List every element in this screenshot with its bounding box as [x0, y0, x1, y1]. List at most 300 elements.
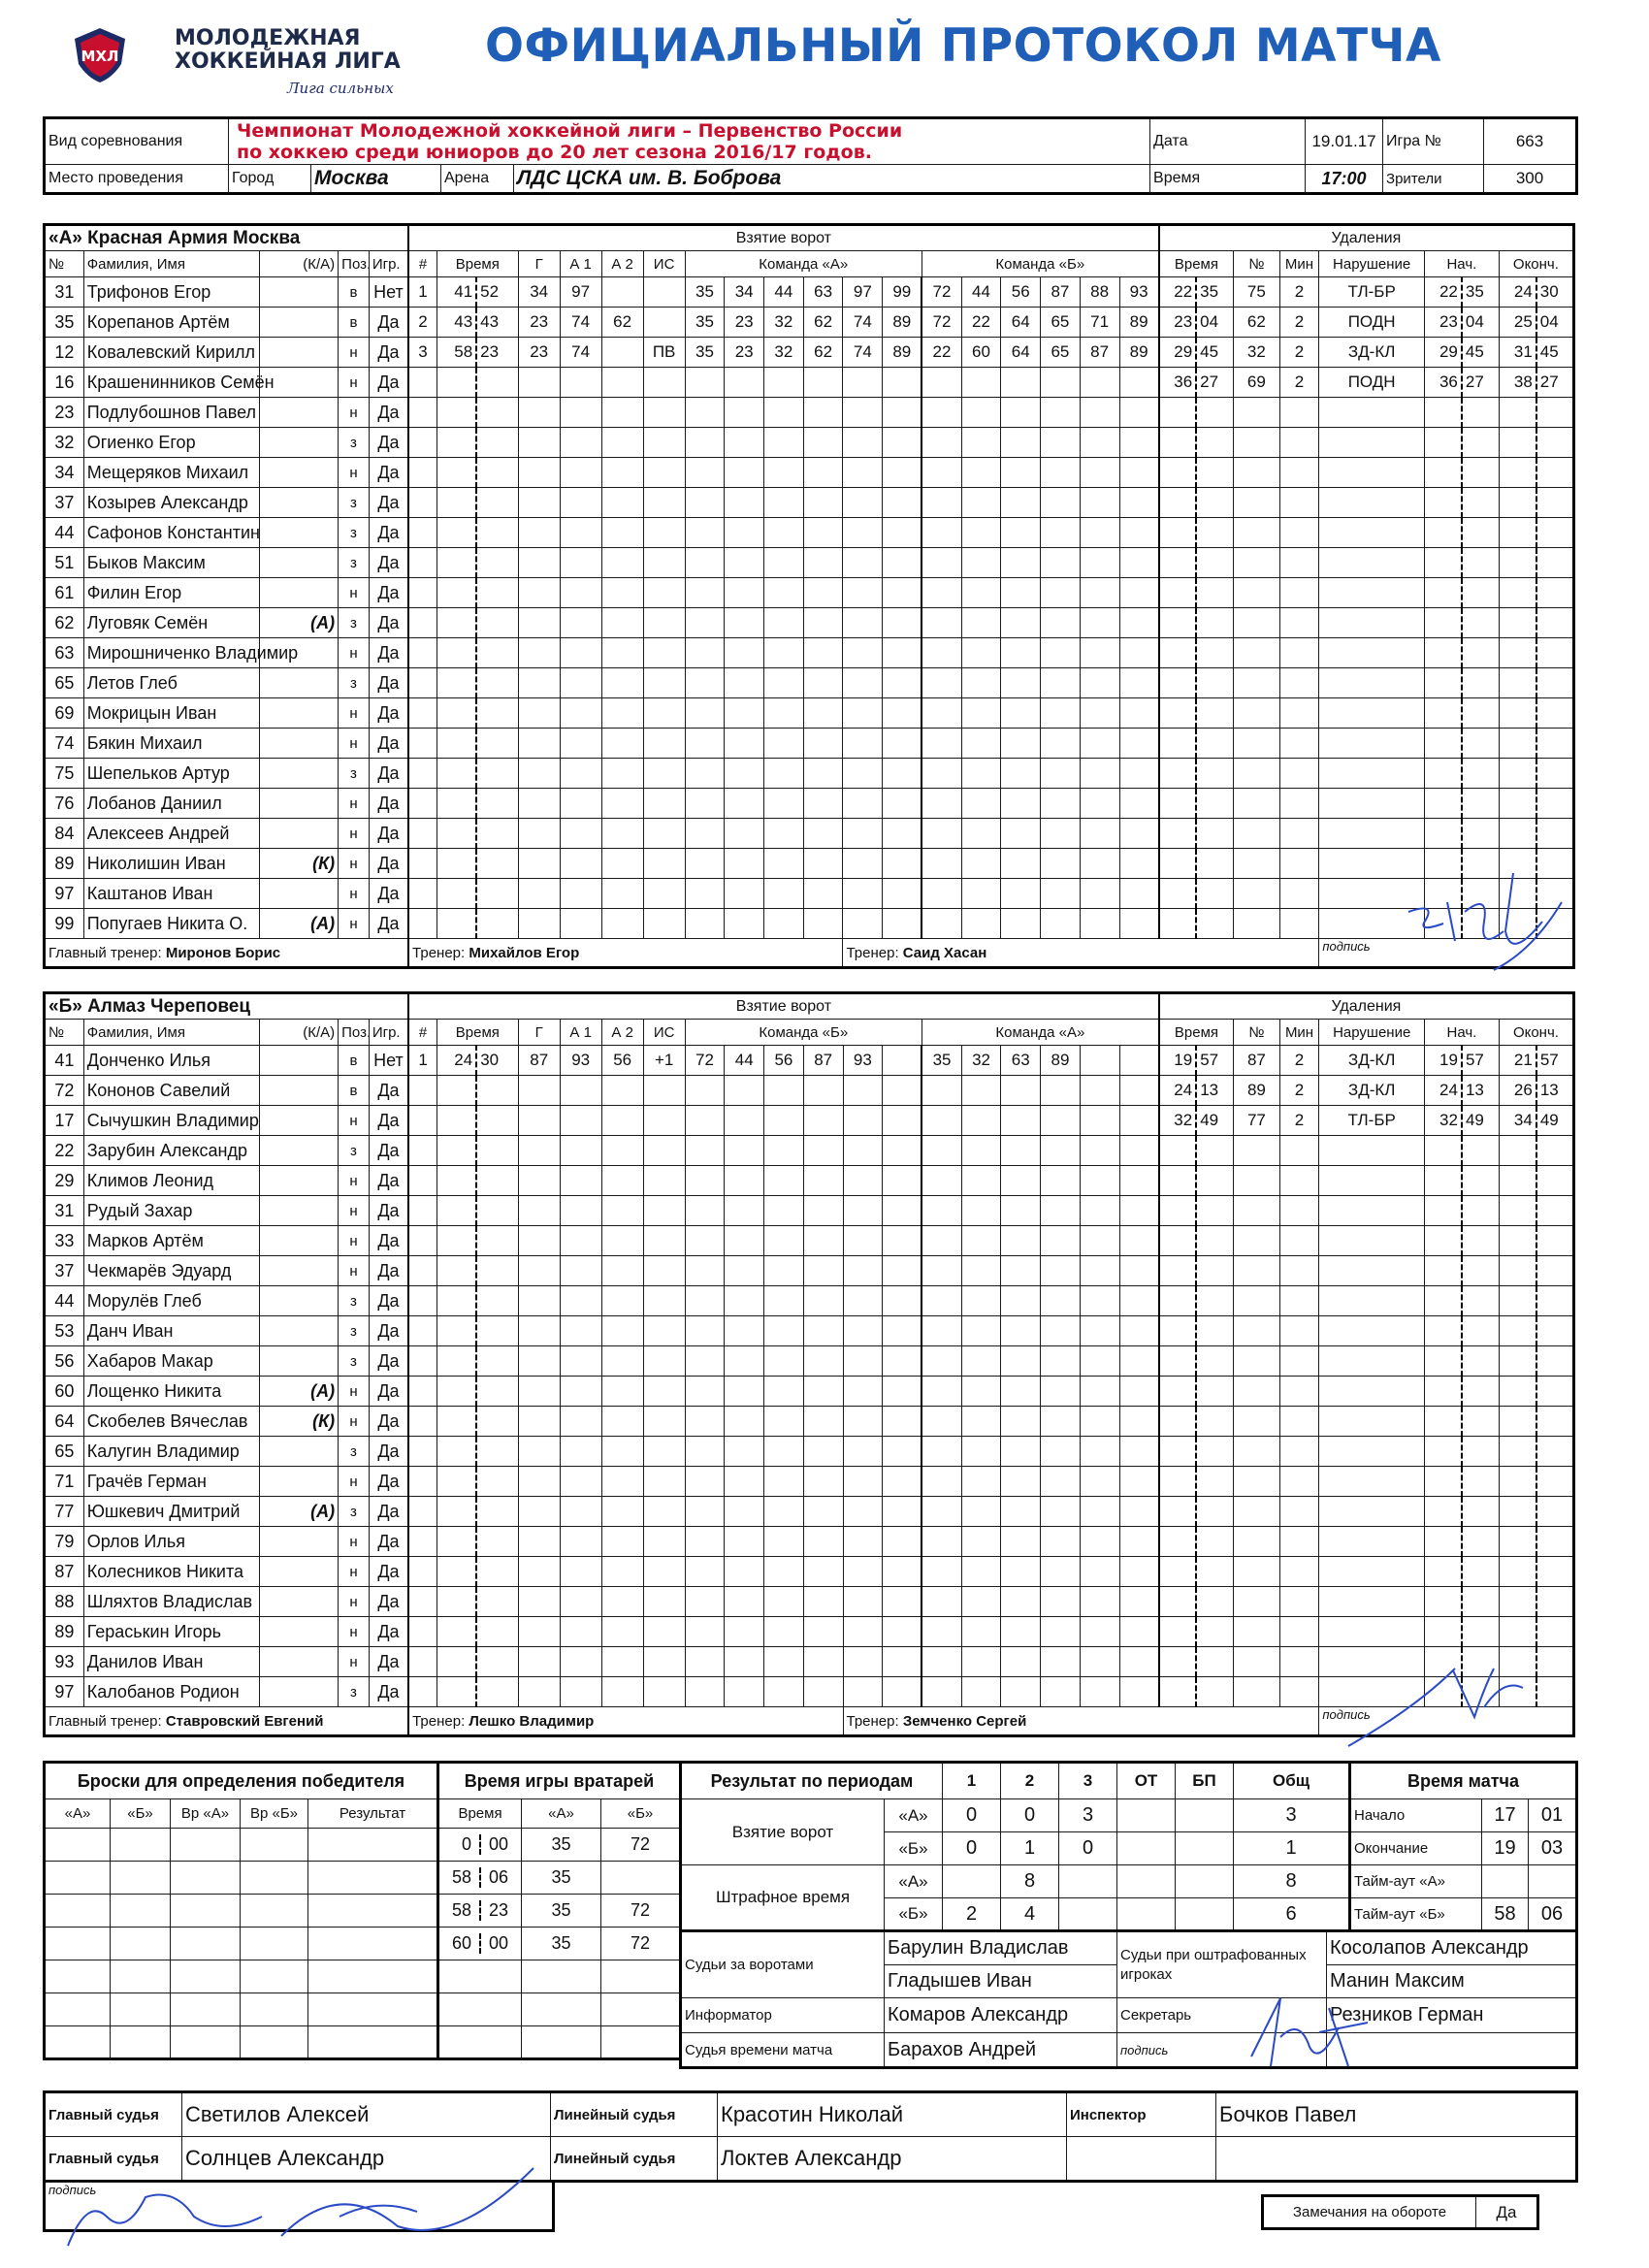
on-ice-own-player	[764, 849, 804, 879]
pen-start-sec	[1462, 1617, 1499, 1647]
player-role	[259, 759, 338, 789]
on-ice-opp-player	[1080, 1286, 1119, 1316]
goal-index	[408, 698, 436, 729]
pen-infraction	[1319, 1316, 1425, 1346]
pen-end-min	[1499, 1587, 1536, 1617]
player-games: Да	[369, 1407, 408, 1437]
goal-sec: 52	[476, 277, 518, 308]
player-number: 69	[45, 698, 84, 729]
goal-assist2	[601, 1527, 643, 1557]
on-ice-opp-player: 64	[1001, 338, 1041, 368]
goal-sec	[476, 1437, 518, 1467]
goal-situation	[643, 518, 685, 548]
goalie-a-number: 35	[522, 1895, 601, 1928]
player-position: н	[339, 638, 370, 668]
player-name: Огиенко Егор	[83, 428, 259, 458]
pen-minutes	[1279, 1647, 1319, 1677]
pen-end-sec	[1536, 1136, 1574, 1166]
on-ice-opp-player	[961, 1196, 1001, 1226]
player-name: Быков Максим	[83, 548, 259, 578]
pen-end-sec: 45	[1536, 338, 1574, 368]
pen-infraction: ТЛ-БР	[1319, 277, 1425, 308]
pen-sec	[1196, 1587, 1233, 1617]
goal-col-opp-team: Команда «Б»	[922, 251, 1158, 277]
pen-start-sec	[1462, 578, 1499, 608]
player-role	[259, 488, 338, 518]
on-ice-own-player	[685, 1407, 725, 1437]
on-ice-own-player	[725, 1316, 764, 1346]
pen-start-sec	[1462, 1377, 1499, 1407]
pen-player	[1234, 1617, 1280, 1647]
pen-minutes	[1279, 1497, 1319, 1527]
on-ice-opp-player: 22	[961, 308, 1001, 338]
on-ice-opp-player	[1119, 1527, 1159, 1557]
player-games: Да	[369, 1286, 408, 1316]
pen-infraction	[1319, 518, 1425, 548]
player-name: Летов Глеб	[83, 668, 259, 698]
on-ice-opp-player: 72	[922, 277, 961, 308]
pen-end-sec	[1536, 1196, 1574, 1226]
goal-col-time: Время	[437, 1020, 519, 1046]
goal-situation	[643, 1106, 685, 1136]
player-name: Климов Леонид	[83, 1166, 259, 1196]
pen-min	[1159, 909, 1196, 939]
page-title: ОФИЦИАЛЬНЫЙ ПРОТОКОЛ МАТЧА	[485, 19, 1441, 73]
pen-minutes	[1279, 608, 1319, 638]
on-ice-opp-player	[1041, 909, 1081, 939]
goal-sec	[476, 1256, 518, 1286]
on-ice-opp-player	[961, 518, 1001, 548]
goalie-time-sec: 23	[489, 1900, 509, 1920]
goal-col-own-team: Команда «Б»	[685, 1020, 922, 1046]
pen-end-min	[1499, 638, 1536, 668]
pen-start-sec	[1462, 458, 1499, 488]
on-ice-own-player: 35	[685, 277, 725, 308]
period-ot-header: ОТ	[1117, 1763, 1176, 1799]
pen-end-sec	[1536, 398, 1574, 428]
pen-infraction: ПОДН	[1319, 368, 1425, 398]
goal-assist2	[601, 789, 643, 819]
on-ice-opp-player	[1041, 608, 1081, 638]
goalie-row	[438, 1895, 681, 1928]
pen-end-min	[1499, 458, 1536, 488]
goalie-b-number: 72	[601, 1829, 681, 1862]
on-ice-opp-player	[961, 1106, 1001, 1136]
pen-end-min	[1499, 1617, 1536, 1647]
on-ice-own-player	[685, 1226, 725, 1256]
player-position: н	[339, 849, 370, 879]
on-ice-opp-player	[922, 1346, 961, 1377]
coach-1-name: Лешко Владимир	[469, 1712, 595, 1730]
on-ice-own-player	[685, 608, 725, 638]
player-number: 93	[45, 1647, 84, 1677]
on-ice-opp-player	[1001, 819, 1041, 849]
on-ice-opp-player	[1080, 819, 1119, 849]
on-ice-own-player	[725, 1286, 764, 1316]
pen-start-sec: 27	[1462, 368, 1499, 398]
goal-min	[437, 1346, 477, 1377]
pen-infraction	[1319, 548, 1425, 578]
pen-start-min	[1424, 1166, 1461, 1196]
goal-assist1: 74	[560, 308, 601, 338]
on-ice-opp-player	[1080, 668, 1119, 698]
goalie-time-cell	[438, 1928, 522, 1960]
on-ice-opp-player	[1119, 398, 1159, 428]
penalties-section-title: Удаления	[1159, 993, 1574, 1020]
goalie-time-cell	[438, 1829, 522, 1862]
on-ice-own-player	[725, 608, 764, 638]
on-ice-own-player	[764, 1166, 804, 1196]
on-ice-opp-player: 65	[1041, 338, 1081, 368]
on-ice-opp-player	[1119, 849, 1159, 879]
on-ice-opp-player	[1119, 759, 1159, 789]
player-number: 79	[45, 1527, 84, 1557]
goal-situation	[643, 879, 685, 909]
on-ice-own-player	[764, 819, 804, 849]
goal-assist1	[560, 1677, 601, 1707]
on-ice-own-player	[883, 1286, 922, 1316]
on-ice-opp-player	[961, 1587, 1001, 1617]
pen-end-min	[1499, 578, 1536, 608]
shootout-cell	[45, 2026, 111, 2059]
on-ice-opp-player: 93	[1119, 277, 1159, 308]
player-number: 63	[45, 638, 84, 668]
player-name: Донченко Илья	[83, 1046, 259, 1076]
shootout-cell	[308, 1829, 438, 1862]
goal-col-assist2: А 2	[601, 251, 643, 277]
pen-min: 19	[1159, 1046, 1196, 1076]
on-ice-own-player	[803, 1527, 843, 1557]
player-role	[259, 1046, 338, 1076]
player-name: Подлубошнов Павел	[83, 398, 259, 428]
on-ice-own-player	[764, 729, 804, 759]
shootout-cell	[171, 1993, 241, 2026]
pen-start-sec	[1462, 1226, 1499, 1256]
on-ice-opp-player	[922, 849, 961, 879]
goal-situation	[643, 608, 685, 638]
goal-situation	[643, 308, 685, 338]
on-ice-own-player	[803, 548, 843, 578]
on-ice-own-player	[685, 759, 725, 789]
pen-infraction	[1319, 638, 1425, 668]
goal-situation	[643, 1226, 685, 1256]
player-role: (К)	[259, 1407, 338, 1437]
pen-start-sec	[1462, 1256, 1499, 1286]
goal-scorer	[518, 1497, 560, 1527]
on-ice-opp-player	[922, 638, 961, 668]
on-ice-own-player	[685, 1256, 725, 1286]
on-ice-opp-player	[1119, 1316, 1159, 1346]
on-ice-opp-player	[961, 1557, 1001, 1587]
player-position: н	[339, 458, 370, 488]
pen-min: 24	[1159, 1076, 1196, 1106]
player-games: Да	[369, 879, 408, 909]
on-ice-own-player	[685, 879, 725, 909]
pen-player	[1234, 1647, 1280, 1677]
on-ice-own-player	[803, 1256, 843, 1286]
player-position: н	[339, 909, 370, 939]
player-games: Да	[369, 338, 408, 368]
pen-player: 77	[1234, 1106, 1280, 1136]
periods-title: Результат по периодам	[681, 1763, 943, 1799]
goal-assist2	[601, 1467, 643, 1497]
on-ice-own-player	[883, 879, 922, 909]
player-name: Трифонов Егор	[83, 277, 259, 308]
pen-player	[1234, 1316, 1280, 1346]
goalie-b-number	[601, 1993, 681, 2026]
on-ice-own-player	[883, 1407, 922, 1437]
goal-assist1	[560, 488, 601, 518]
on-ice-opp-player	[922, 518, 961, 548]
goal-min: 43	[436, 308, 476, 338]
inspector-label: Инспектор	[1067, 2092, 1216, 2137]
goalie-time-min: 0	[439, 1834, 481, 1855]
pen-sec	[1196, 1497, 1233, 1527]
on-ice-opp-player	[1041, 488, 1081, 518]
on-ice-own-player	[725, 548, 764, 578]
head-ref-2: Солнцев Александр	[182, 2137, 551, 2182]
shootout-cell	[308, 1862, 438, 1895]
on-ice-opp-player	[1001, 1437, 1041, 1467]
goal-min: 58	[436, 338, 476, 368]
goal-index	[408, 488, 436, 518]
goal-assist1	[560, 879, 601, 909]
pen-start-sec	[1462, 668, 1499, 698]
goal-index	[408, 1407, 436, 1437]
on-ice-opp-player	[1080, 1136, 1119, 1166]
on-ice-opp-player	[961, 668, 1001, 698]
pim-a-p1	[943, 1865, 1001, 1898]
col-games: Игр.	[369, 1020, 408, 1046]
player-games: Да	[369, 1226, 408, 1256]
player-games: Да	[369, 1106, 408, 1136]
pen-col-minutes: Мин	[1279, 251, 1319, 277]
goal-situation	[643, 428, 685, 458]
player-role	[259, 518, 338, 548]
player-games: Да	[369, 1647, 408, 1677]
linesman-label-1: Линейный судья	[551, 2092, 718, 2137]
on-ice-opp-player: 89	[1119, 308, 1159, 338]
pen-end-min	[1499, 729, 1536, 759]
pim-a-so	[1176, 1865, 1234, 1898]
pen-col-minutes: Мин	[1279, 1020, 1319, 1046]
player-position: н	[339, 1647, 370, 1677]
goal-sec	[476, 1166, 518, 1196]
on-ice-opp-player	[961, 1286, 1001, 1316]
match-end-label: Окончание	[1350, 1832, 1482, 1865]
on-ice-opp-player	[961, 1677, 1001, 1707]
on-ice-opp-player	[1080, 1467, 1119, 1497]
goal-min	[436, 849, 476, 879]
goal-assist2	[601, 759, 643, 789]
pen-start-sec	[1462, 548, 1499, 578]
on-ice-opp-player	[1041, 1286, 1081, 1316]
shootout-cell	[171, 2026, 241, 2059]
player-number: 62	[45, 608, 84, 638]
pen-infraction	[1319, 398, 1425, 428]
goal-situation	[643, 638, 685, 668]
secretary-name: Резников Герман	[1327, 1998, 1577, 2033]
goal-situation	[643, 1587, 685, 1617]
player-role: (А)	[259, 608, 338, 638]
team-sign-label: подпись	[1322, 939, 1371, 954]
player-position: з	[339, 1316, 370, 1346]
goal-col-situation: ИС	[643, 251, 685, 277]
goal-index: 1	[408, 1046, 436, 1076]
on-ice-opp-player	[961, 879, 1001, 909]
player-name: Сычушкин Владимир	[83, 1106, 259, 1136]
goal-min	[437, 1166, 477, 1196]
on-ice-opp-player	[1119, 428, 1159, 458]
pen-infraction	[1319, 1497, 1425, 1527]
pen-player	[1234, 638, 1280, 668]
pen-min	[1159, 1497, 1196, 1527]
pen-sec	[1196, 1286, 1233, 1316]
on-ice-opp-player	[1041, 1527, 1081, 1557]
pen-sec	[1196, 698, 1233, 729]
on-ice-own-player	[764, 1557, 804, 1587]
pen-sec	[1196, 1617, 1233, 1647]
player-role	[259, 1617, 338, 1647]
player-games: Да	[369, 698, 408, 729]
pen-col-start: Нач.	[1424, 251, 1499, 277]
pen-player	[1234, 698, 1280, 729]
goal-sec	[476, 1527, 518, 1557]
player-position: н	[339, 1617, 370, 1647]
on-ice-opp-player	[1119, 1467, 1159, 1497]
player-name: Попугаев Никита О.	[83, 909, 259, 939]
player-name: Ковалевский Кирилл	[83, 338, 259, 368]
player-games: Да	[369, 1136, 408, 1166]
pen-end-min	[1499, 398, 1536, 428]
player-number: 12	[45, 338, 84, 368]
head-coach-label: Главный тренер:	[48, 944, 162, 961]
pen-player	[1234, 1136, 1280, 1166]
on-ice-opp-player	[1001, 698, 1041, 729]
pen-end-min: 31	[1499, 338, 1536, 368]
goal-situation	[643, 1527, 685, 1557]
goal-assist2	[601, 819, 643, 849]
goalie-time-min: 58	[439, 1867, 481, 1888]
player-name: Данилов Иван	[83, 1647, 259, 1677]
on-ice-own-player	[803, 1497, 843, 1527]
on-ice-own-player	[843, 578, 883, 608]
pen-start-sec	[1462, 1196, 1499, 1226]
pen-infraction	[1319, 1437, 1425, 1467]
head-ref-1: Светилов Алексей	[182, 2092, 551, 2137]
player-role	[259, 1587, 338, 1617]
on-ice-own-player	[843, 548, 883, 578]
on-ice-own-player	[764, 1377, 804, 1407]
on-ice-own-player: 99	[883, 277, 922, 308]
pen-end-min: 21	[1499, 1046, 1536, 1076]
player-role	[259, 1076, 338, 1106]
goal-situation	[643, 1166, 685, 1196]
goal-min	[436, 398, 476, 428]
pim-b-p3	[1059, 1898, 1117, 1931]
pen-end-min	[1499, 548, 1536, 578]
pen-sec	[1196, 1346, 1233, 1377]
penalty-judges-label: Судьи при оштрафованных игроках	[1117, 1932, 1327, 1998]
on-ice-opp-player	[1001, 608, 1041, 638]
goal-situation	[643, 1557, 685, 1587]
goal-sec: 43	[476, 308, 518, 338]
on-ice-own-player	[764, 698, 804, 729]
on-ice-own-player	[725, 909, 764, 939]
col-games: Игр.	[369, 251, 408, 277]
pen-minutes: 2	[1279, 1106, 1319, 1136]
on-ice-opp-player	[1041, 1166, 1081, 1196]
on-ice-own-player	[843, 1407, 883, 1437]
goal-index	[408, 1166, 436, 1196]
on-ice-own-player	[883, 1377, 922, 1407]
on-ice-own-player	[685, 698, 725, 729]
on-ice-own-player	[725, 1226, 764, 1256]
pen-minutes	[1279, 789, 1319, 819]
on-ice-own-player	[883, 1256, 922, 1286]
player-name: Лобанов Даниил	[83, 789, 259, 819]
goal-assist2	[601, 518, 643, 548]
on-ice-own-player	[883, 1437, 922, 1467]
pen-sec	[1196, 909, 1233, 939]
on-ice-own-player	[883, 1046, 922, 1076]
on-ice-opp-player	[1080, 488, 1119, 518]
on-ice-opp-player	[922, 1136, 961, 1166]
on-ice-own-player	[883, 1617, 922, 1647]
on-ice-own-player	[883, 1106, 922, 1136]
player-games: Да	[369, 518, 408, 548]
goal-min	[437, 1467, 477, 1497]
pen-infraction	[1319, 789, 1425, 819]
on-ice-own-player	[843, 1226, 883, 1256]
pen-infraction	[1319, 759, 1425, 789]
player-row	[45, 1106, 1574, 1136]
pen-player	[1234, 668, 1280, 698]
pen-end-sec	[1536, 1467, 1574, 1497]
player-games: Да	[369, 819, 408, 849]
goal-sec	[476, 698, 518, 729]
goals-b-p3: 0	[1059, 1832, 1117, 1865]
goal-assist1	[560, 608, 601, 638]
on-ice-opp-player	[961, 368, 1001, 398]
player-position: н	[339, 698, 370, 729]
on-ice-opp-player	[1080, 1046, 1119, 1076]
pen-end-min	[1499, 759, 1536, 789]
player-row	[45, 1497, 1574, 1527]
goal-assist1	[560, 849, 601, 879]
goal-scorer	[518, 1647, 560, 1677]
player-row	[45, 1617, 1574, 1647]
goalie-b-number: 72	[601, 1928, 681, 1960]
goal-min	[437, 1136, 477, 1166]
on-ice-opp-player	[1080, 1497, 1119, 1527]
shootout-col-result: Результат	[308, 1799, 438, 1829]
shootout-cell	[308, 2026, 438, 2059]
player-name: Юшкевич Дмитрий	[83, 1497, 259, 1527]
goal-index	[408, 1677, 436, 1707]
pen-start-sec	[1462, 518, 1499, 548]
player-row	[45, 1437, 1574, 1467]
signature-team-b-icon	[1339, 1649, 1552, 1756]
on-ice-own-player	[764, 1587, 804, 1617]
pen-player	[1234, 1196, 1280, 1226]
signature-referee-icon	[48, 2158, 572, 2255]
pen-start-min	[1424, 1437, 1461, 1467]
on-ice-opp-player	[1119, 1136, 1159, 1166]
pen-min: 36	[1159, 368, 1196, 398]
on-ice-opp-player	[1080, 1587, 1119, 1617]
on-ice-opp-player	[1001, 638, 1041, 668]
